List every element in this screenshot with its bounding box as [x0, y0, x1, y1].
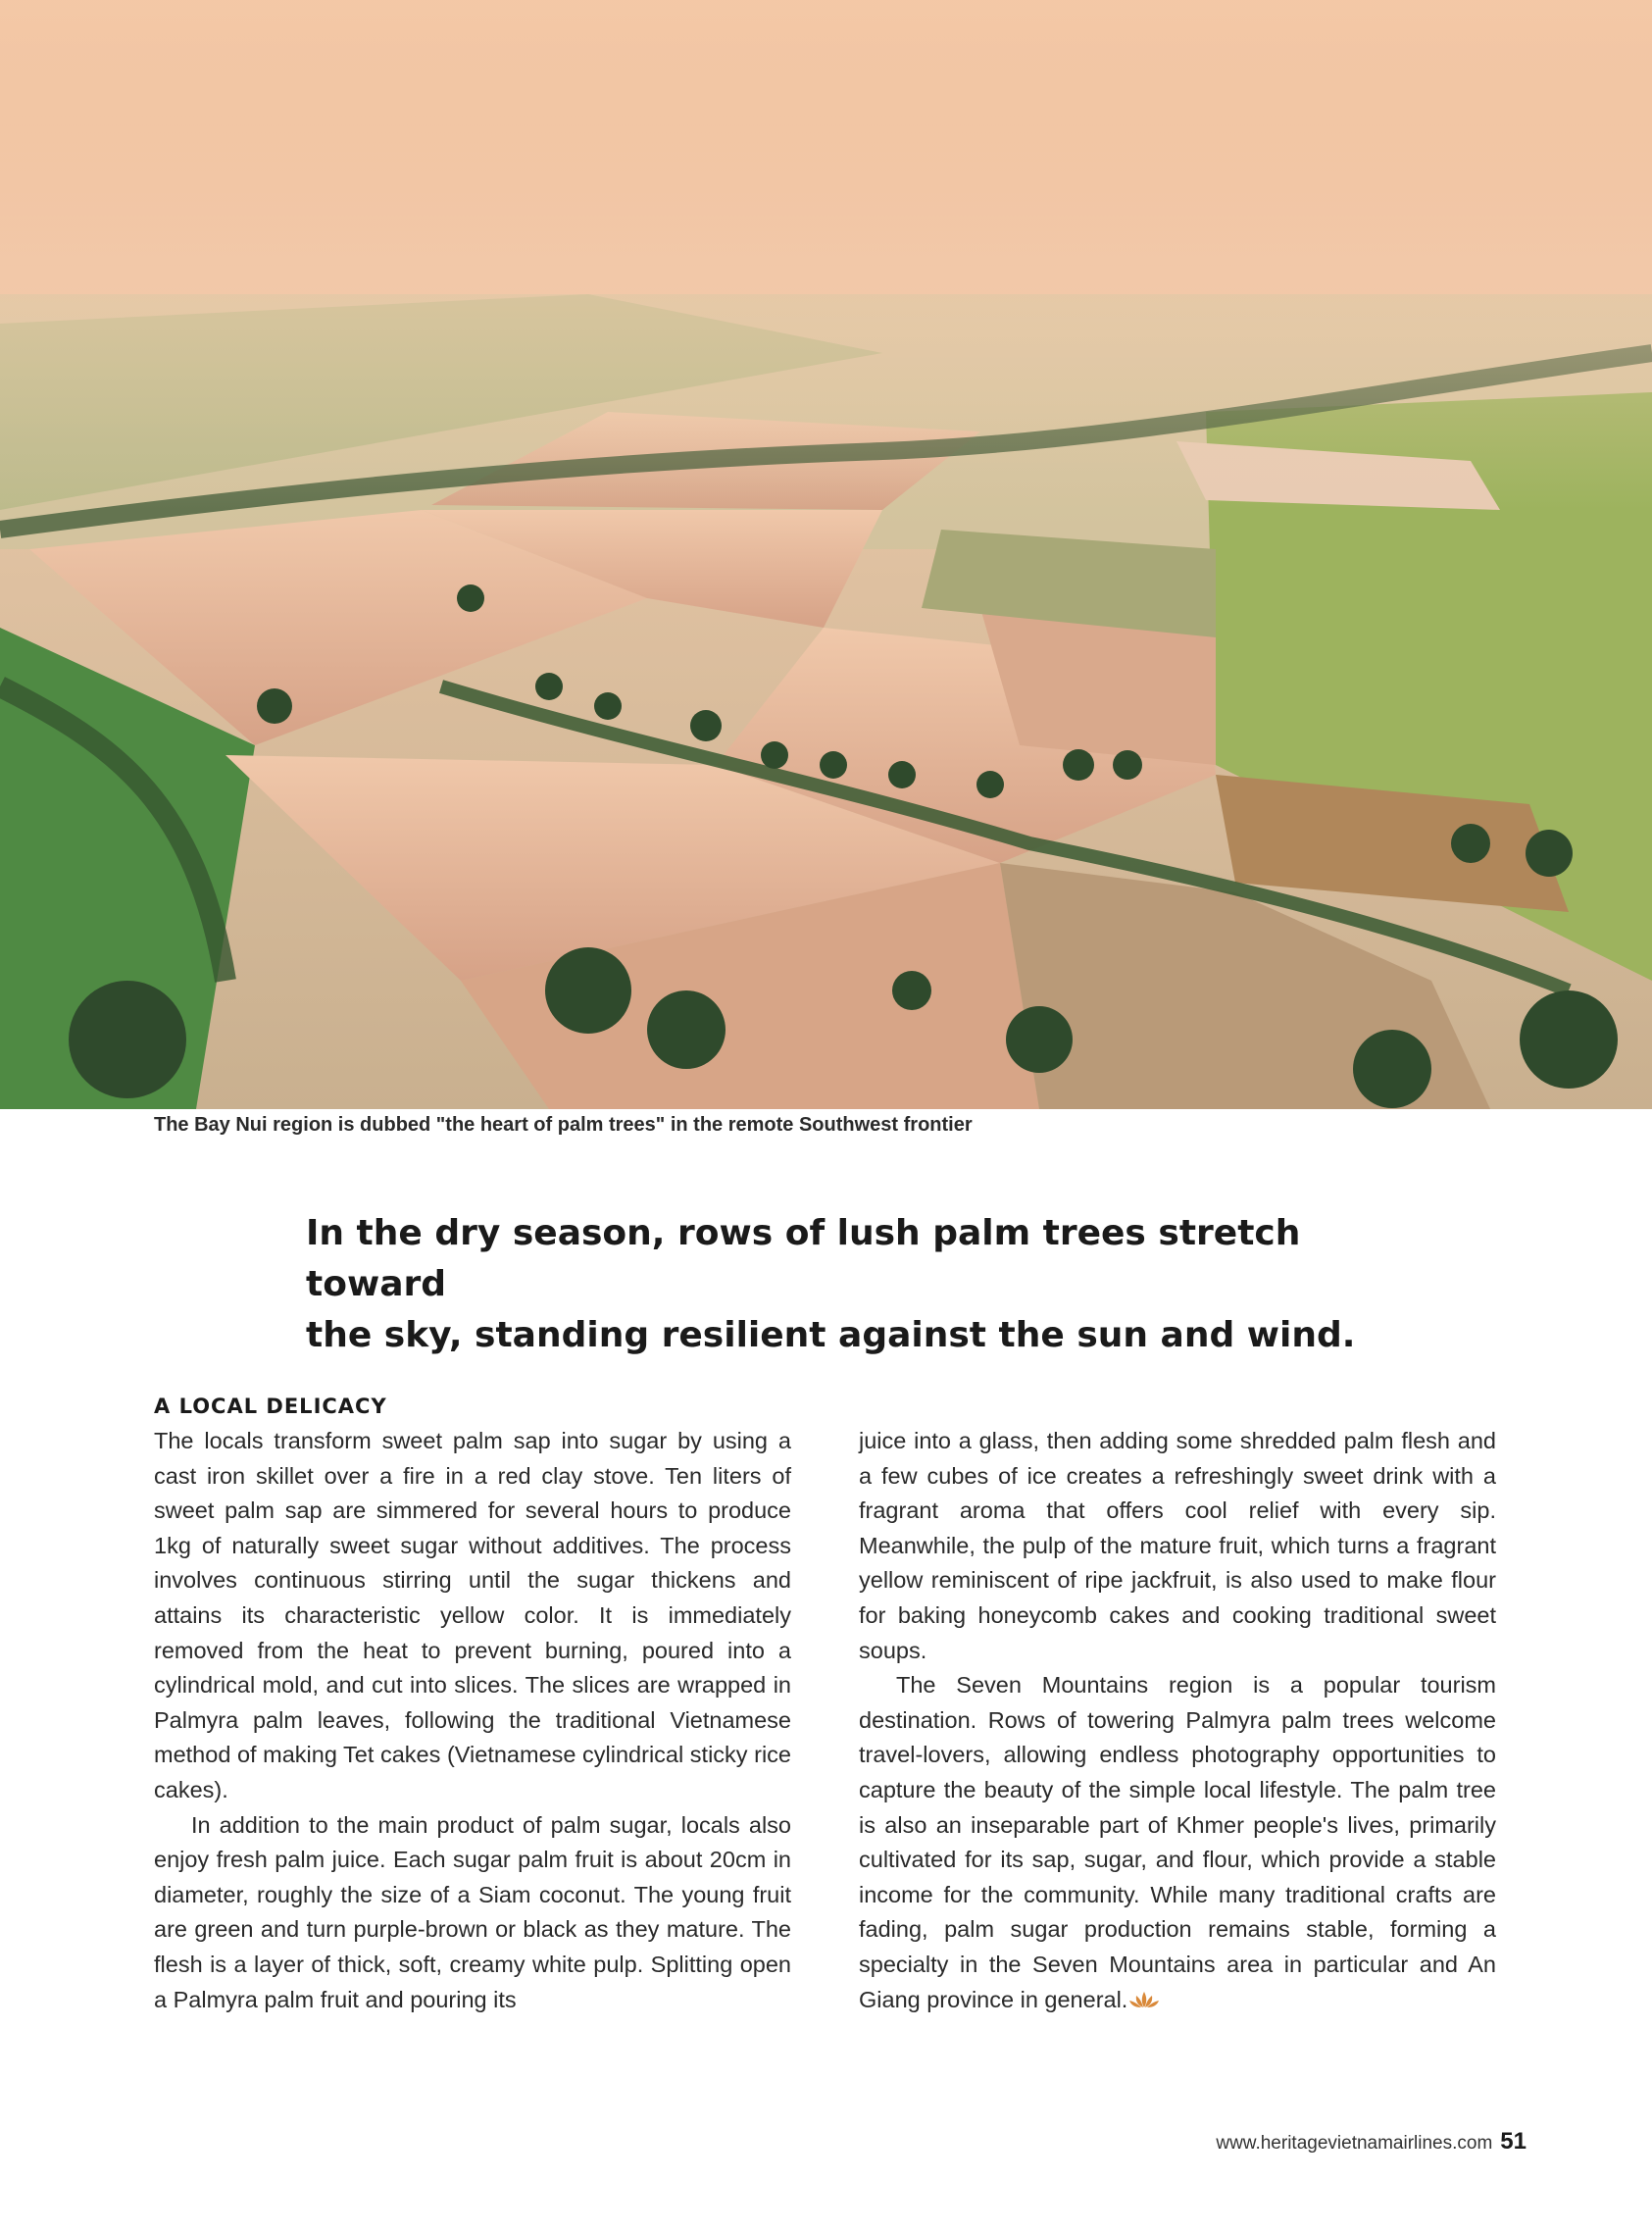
article-column-right — [859, 1424, 1496, 2017]
photo-caption: The Bay Nui region is dubbed "the heart of palm trees" in the remote Southwest frontier — [154, 1114, 973, 1136]
website-url: www.heritagevietnamairlines.com — [1216, 2133, 1493, 2154]
paragraph: juice into a glass, then adding some shredded palm flesh and a few cubes of ice creates a refreshingly sweet drink with a fragrant aroma that offers cool relief with every sip. Meanwhile, the pulp of the mature fruit, which turns a fragrant yellow reminiscent of ripe jackfruit, is also used to make flour for baking honeycomb cakes and cooking traditional sweet soups. — [859, 1428, 1496, 1663]
hero-photo — [0, 0, 1652, 1109]
pull-quote-line-2: the sky, standing resilient against the sun and wind. — [306, 1315, 1356, 1355]
paragraph — [859, 1668, 1496, 2017]
paragraph: In addition to the main product of palm sugar, locals also enjoy fresh palm juice. Each sugar palm fruit is about 20cm in diameter, roughly the size of a Siam coconut. The young fruit are green and turn purple-brown or black as they mature. The flesh is a layer of thick, soft, creamy white pulp. Splitting open a Palmyra palm fruit and pouring its — [154, 1811, 791, 2012]
pull-quote-line-1: In the dry season, rows of lush palm trees stretch toward — [306, 1213, 1301, 1304]
lotus-end-mark-icon — [1127, 1990, 1161, 2009]
pull-quote — [306, 1208, 1424, 1361]
paragraph-text: The Seven Mountains region is a popular tourism destination. Rows of towering Palmyra palm trees welcome travel-lovers, allowing endless photography opportunities to capture the beauty of the simple local lifestyle. The palm tree is also an inseparable part of Khmer people's lives, primarily cultivated for its sap, sugar, and flour, which provide a stable income for the community. While many traditional crafts are fading, palm sugar production remains stable, forming a specialty in the Seven Mountains area in particular and An Giang province in general. — [859, 1672, 1496, 2012]
page-footer — [1216, 2128, 1527, 2156]
section-heading: A LOCAL DELICACY — [154, 1395, 387, 1418]
page-number: 51 — [1500, 2128, 1527, 2155]
paragraph: The locals transform sweet palm sap into sugar by using a cast iron skillet over a fire in a red clay stove. Ten liters of sweet palm sap are simmered for several hours to produce 1kg of naturally sweet sugar without additives. The process involves continuous stirring until the sugar thickens and attains its characteristic yellow color. It is immediately removed from the heat to prevent burning, poured into a cylindrical mold, and cut into slices. The slices are wrapped in Palmyra palm leaves, following the traditional Vietnamese method of making Tet cakes (Vietnamese cylindrical sticky rice cakes). — [154, 1428, 791, 1802]
article-column-left — [154, 1389, 791, 2017]
aerial-palm-field-photo — [0, 0, 1652, 1109]
